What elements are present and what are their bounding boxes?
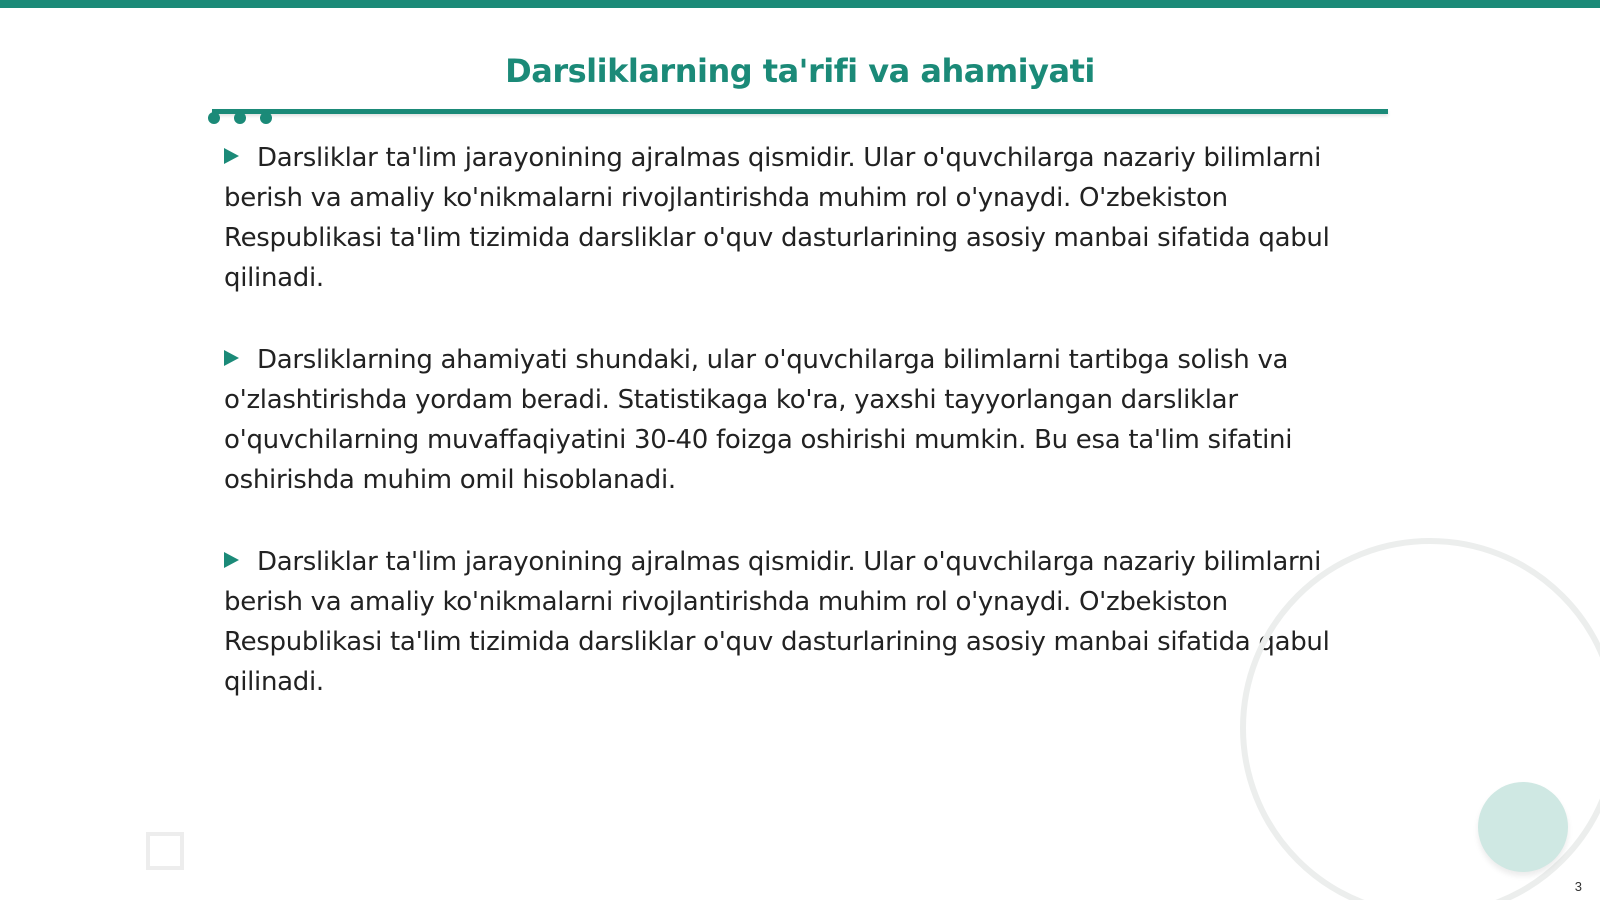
decorative-square <box>146 832 184 870</box>
slide-title: Darsliklarning ta'rifi va ahamiyati <box>505 52 1095 90</box>
bullet-item <box>224 340 1384 500</box>
top-accent-bar <box>0 0 1600 8</box>
decorative-dot <box>260 112 272 124</box>
decorative-dot <box>208 112 220 124</box>
triangle-right-icon <box>224 148 239 164</box>
bullet-item <box>224 542 1384 702</box>
title-underline <box>212 109 1388 114</box>
bullet-text: Darsliklar ta'lim jarayonining ajralmas qismidir. Ular o'quvchilarga nazariy bilimlarni berish va amaliy ko'nikmalarni rivojlantirishda muhim rol o'ynaydi. O'zbekiston Respublikasi ta'lim tizimida darsliklar o'quv dasturlarining asosiy manbai sifatida qabul qilinadi. <box>224 547 1330 697</box>
page-number: 3 <box>1574 879 1582 894</box>
triangle-right-icon <box>224 552 239 568</box>
triangle-right-icon <box>224 350 239 366</box>
decorative-dot <box>234 112 246 124</box>
bullet-list <box>224 138 1384 744</box>
decorative-circle <box>1478 782 1568 872</box>
bullet-item <box>224 138 1384 298</box>
bullet-text: Darsliklar ta'lim jarayonining ajralmas qismidir. Ular o'quvchilarga nazariy bilimlarni berish va amaliy ko'nikmalarni rivojlantirishda muhim rol o'ynaydi. O'zbekiston Respublikasi ta'lim tizimida darsliklar o'quv dasturlarining asosiy manbai sifatida qabul qilinadi. <box>224 143 1330 293</box>
bullet-text: Darsliklarning ahamiyati shundaki, ular o'quvchilarga bilimlarni tartibga solish va o'zlashtirishda yordam beradi. Statistikaga ko'ra, yaxshi tayyorlangan darsliklar o'quvchilarning muvaffaqiyatini 30-40 foizga oshirishi mumkin. Bu esa ta'lim sifatini oshirishda muhim omil hisoblanadi. <box>224 345 1293 495</box>
